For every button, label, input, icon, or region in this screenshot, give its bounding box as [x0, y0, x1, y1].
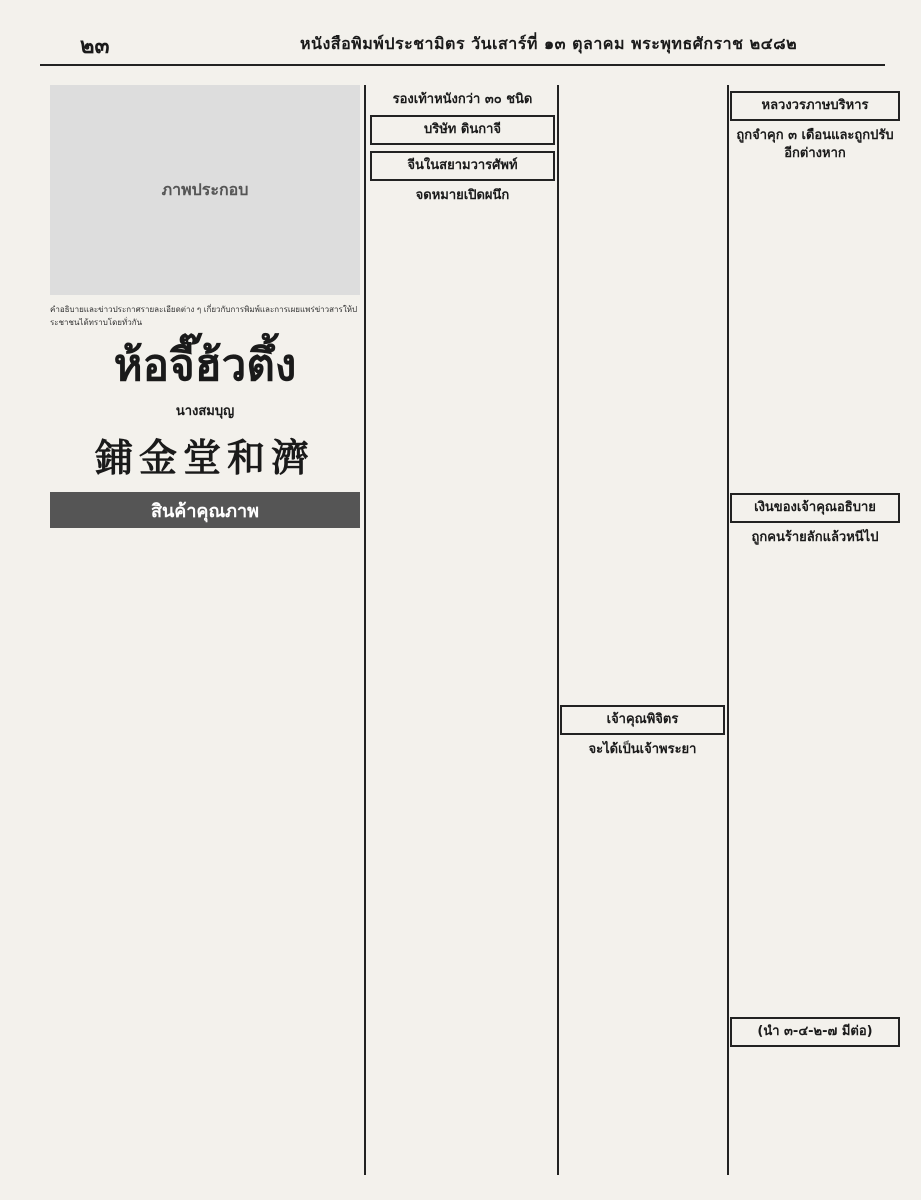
illustration: ภาพประกอบ	[50, 85, 360, 295]
column-4	[730, 85, 900, 1175]
divider-1	[364, 85, 366, 1175]
headline: รองเท้าหนังกว่า ๓๐ ชนิด	[392, 92, 533, 107]
column-1	[50, 85, 360, 1175]
divider-2	[557, 85, 559, 1175]
footer-note: (นำ ๓-๔-๒-๗ มีต่อ)	[730, 1017, 900, 1047]
subhead: ถูกจำคุก ๓ เดือนและถูกปรับอีกต่างหาก	[736, 128, 894, 161]
subhead: ถูกคนร้ายลักแล้วหนีไป	[751, 530, 879, 545]
ad-banner: สินค้าคุณภาพ	[50, 492, 360, 528]
page-number: ๒๓	[80, 34, 110, 59]
column-1-text: คำอธิบายและข่าวประกาศรายละเอียดต่าง ๆ เกี่ยวกับการพิมพ์และการเผยแพร่ข่าวสารให้ประชาชนได้ทราบโดยทั่วกัน	[50, 305, 358, 327]
section-title: เจ้าคุณพิจิตร	[560, 705, 725, 735]
heading: เงินของเจ้าคุณอธิบาย	[730, 493, 900, 523]
subhead: จดหมายเปิดผนึก	[415, 188, 510, 203]
section-title: บริษัท ดินกาจี	[370, 115, 555, 145]
subhead: จะได้เป็นเจ้าพระยา	[588, 742, 697, 757]
paper-name: จีนในสยามวารศัพท์	[370, 151, 555, 181]
divider-3	[727, 85, 729, 1175]
chinese-logo: 鋪金堂和濟	[94, 436, 315, 480]
heading: หลวงวรภาษบริหาร	[730, 91, 900, 121]
column-3	[560, 85, 725, 1175]
column-2	[370, 85, 555, 1175]
page-header	[40, 18, 885, 66]
logo-text: ห้อจี๊ฮ้วตึ้ง	[113, 340, 297, 391]
masthead: หนังสือพิมพ์ประชามิตร วันเสาร์ที่ ๑๓ ตุลาคม พระพุทธศักราช ๒๔๘๒	[300, 34, 798, 53]
logo-subtext: นางสมบุญ	[175, 404, 235, 419]
